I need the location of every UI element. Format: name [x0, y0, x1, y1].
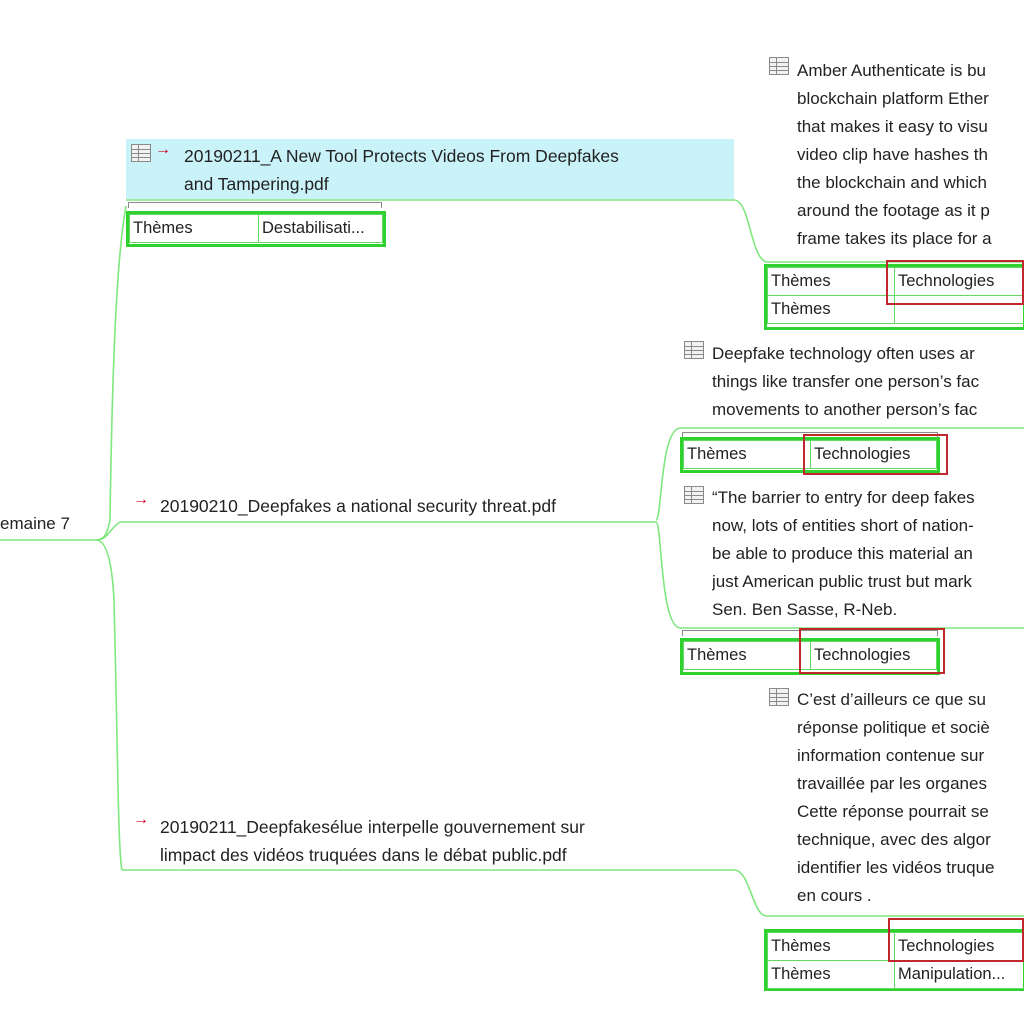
arrow-icon: → [133, 811, 149, 828]
note-barrier-line: “The barrier to entry for deep fakes [712, 488, 975, 507]
document-icon [131, 144, 151, 162]
note-cest-line: information contenue sur [797, 746, 985, 765]
arrow-icon: → [133, 491, 149, 508]
branch-1-attr-table[interactable] [126, 211, 386, 247]
note-cest-line: réponse politique et sociè [797, 718, 990, 737]
highlight-box [886, 260, 1024, 305]
arrow-icon: → [155, 141, 171, 158]
branch-2-title[interactable] [160, 492, 556, 520]
branch-3-title-line-2: limpact des vidéos truquées dans le débat public.pdf [160, 845, 567, 865]
attr-value: Technologies [811, 642, 937, 670]
attr-value: Destabilisati... [259, 215, 383, 243]
note-icon [684, 341, 704, 359]
attr-key: Thèmes [130, 215, 259, 243]
note-icon [769, 57, 789, 75]
note-barrier[interactable] [712, 484, 1024, 626]
note-amber-line: blockchain platform Ether [797, 89, 989, 108]
attr-value: Technologies [811, 441, 937, 469]
note-amber-line: video clip have hashes th [797, 145, 988, 164]
branch-1-title[interactable] [184, 142, 619, 198]
note-cest-line: travaillée par les organes [797, 774, 987, 793]
note-amber[interactable] [797, 57, 1024, 257]
note-deepfake-tech[interactable] [712, 340, 1024, 426]
root-label: emaine 7 [0, 514, 70, 533]
note-cest[interactable] [797, 686, 1024, 914]
note-barrier-line: now, lots of entities short of nation- [712, 516, 974, 535]
note-icon [684, 486, 704, 504]
highlight-box [888, 918, 1024, 962]
attr-key: Thèmes [684, 441, 811, 469]
attr-key: Thèmes [768, 296, 895, 324]
note-barrier-line: just American public trust but mark [712, 572, 972, 591]
attr-value: Manipulation... [895, 961, 1024, 989]
note-cest-line: identifier les vidéos truque [797, 858, 995, 877]
note-deepfake-tech-line: Deepfake technology often uses ar [712, 344, 975, 363]
root-node[interactable] [0, 512, 70, 536]
note-cest-line: C’est d’ailleurs ce que su [797, 690, 986, 709]
note-barrier-line: Sen. Ben Sasse, R-Neb. [712, 600, 898, 619]
note-cest-line: en cours . [797, 886, 872, 905]
highlight-box [799, 628, 945, 674]
attr-key: Thèmes [684, 642, 811, 670]
highlight-box [803, 434, 948, 475]
branch-1-title-line-1: 20190211_A New Tool Protects Videos From Deepfakes [184, 146, 619, 166]
note-amber-line: that makes it easy to visu [797, 117, 988, 136]
note-amber-line: frame takes its place for a [797, 229, 992, 248]
note-cest-line: technique, avec des algor [797, 830, 991, 849]
branch-3-title-line-1: 20190211_Deepfakesélue interpelle gouvernement sur [160, 817, 585, 837]
attr-key: Thèmes [768, 933, 895, 961]
note-deepfake-tech-line: things like transfer one person’s fac [712, 372, 980, 391]
table-top-line [128, 202, 382, 208]
note-cest-line: Cette réponse pourrait se [797, 802, 989, 821]
note-amber-line: Amber Authenticate is bu [797, 61, 987, 80]
note-icon [769, 688, 789, 706]
note-barrier-line: be able to produce this material an [712, 544, 973, 563]
note-deepfake-tech-line: movements to another person’s fac [712, 400, 978, 419]
branch-3-title[interactable] [160, 813, 585, 869]
branch-1-title-line-2: and Tampering.pdf [184, 174, 329, 194]
branch-2-title-text: 20190210_Deepfakes a national security threat.pdf [160, 496, 556, 516]
attr-key: Thèmes [768, 961, 895, 989]
note-amber-line: the blockchain and which [797, 173, 987, 192]
attr-key: Thèmes [768, 268, 895, 296]
note-amber-line: around the footage as it p [797, 201, 990, 220]
attr-value: Technologies [895, 268, 1024, 296]
attr-value: Technologies [895, 933, 1024, 961]
